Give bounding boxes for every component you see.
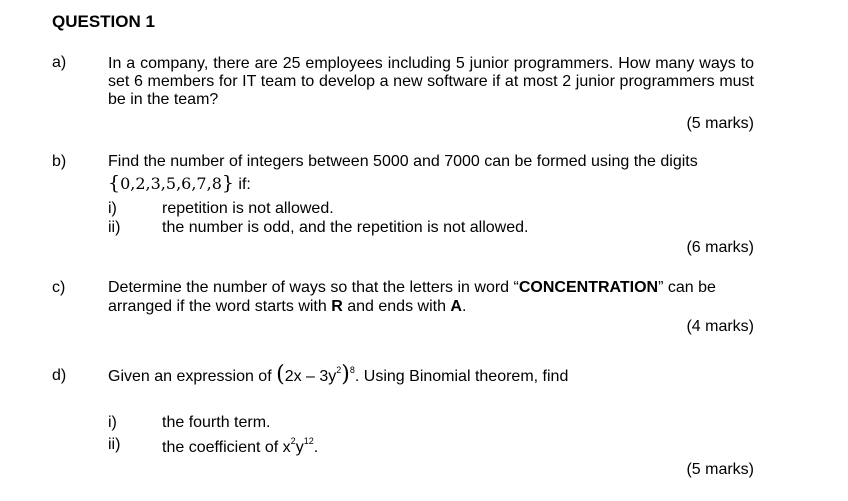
x-exponent: 2 <box>290 436 296 446</box>
x-variable: x <box>282 439 291 456</box>
part-d-sub-i-label: i) <box>108 414 117 431</box>
digit-set-open-brace: { <box>108 172 121 194</box>
digit-set-close-brace: } <box>221 172 234 194</box>
part-d-sub-ii-before: the coefficient of <box>162 439 283 456</box>
y-variable: y <box>295 439 304 456</box>
y-exponent: 12 <box>303 436 314 446</box>
part-d-sub-i-text: the fourth term. <box>162 414 271 431</box>
part-b-digits-line <box>108 172 251 194</box>
part-c-line2-middle: and ends with <box>342 298 451 315</box>
part-b-marks: (6 marks) <box>686 239 754 256</box>
part-c-text-middle: ” can be <box>658 279 716 296</box>
part-a-marks: (5 marks) <box>686 115 754 132</box>
part-c-end-letter: A <box>450 298 462 315</box>
part-c-line1 <box>108 279 716 297</box>
part-b-sub-i-label: i) <box>108 200 117 217</box>
expr-base: 2x – 3y <box>284 368 337 385</box>
part-b-label: b) <box>52 153 67 170</box>
part-d-sub-ii-text <box>162 436 318 457</box>
part-c-word: CONCENTRATION <box>518 279 659 296</box>
part-d-text-before: Given an expression of <box>108 368 277 385</box>
part-a-label: a) <box>52 54 67 71</box>
part-c-line2-before: arranged if the word starts with <box>108 298 332 315</box>
part-a-text: In a company, there are 25 employees including 5 junior programmers. How many ways to set 6 members for IT team to develop a new software if at most 2 junior programmers must be in the team? <box>108 55 754 108</box>
part-c-line2-end: . <box>461 298 467 315</box>
part-d-marks: (5 marks) <box>686 461 754 478</box>
part-c-text-before: Determine the number of ways so that the letters in word “ <box>108 279 519 296</box>
part-b-sub-i-text: repetition is not allowed. <box>162 200 334 217</box>
part-c-marks: (4 marks) <box>686 318 754 335</box>
part-d-label: d) <box>52 367 67 384</box>
part-c-label: c) <box>52 279 66 296</box>
expr-close-paren: ) <box>341 362 350 387</box>
part-d-text-after: . Using Binomial theorem, find <box>354 368 569 385</box>
part-d-sub-ii-after: . <box>313 439 319 456</box>
part-c-line2 <box>108 298 466 316</box>
part-c-start-letter: R <box>331 298 343 315</box>
part-d-sub-ii-label: ii) <box>108 436 121 453</box>
digit-set: 0,2,3,5,6,7,8 <box>120 174 222 193</box>
part-b-sub-ii-label: ii) <box>108 219 121 236</box>
expr-inner-exponent: 2 <box>336 365 342 375</box>
question-title: QUESTION 1 <box>52 12 155 31</box>
part-b-sub-ii-text: the number is odd, and the repetition is not allowed. <box>162 219 529 236</box>
part-d-line1 <box>108 362 568 387</box>
expr-outer-exponent: 8 <box>349 365 355 375</box>
part-b-text: Find the number of integers between 5000 and 7000 can be formed using the digits <box>108 153 698 170</box>
part-b-if-text: if: <box>233 176 251 193</box>
expr-open-paren: ( <box>276 362 285 387</box>
